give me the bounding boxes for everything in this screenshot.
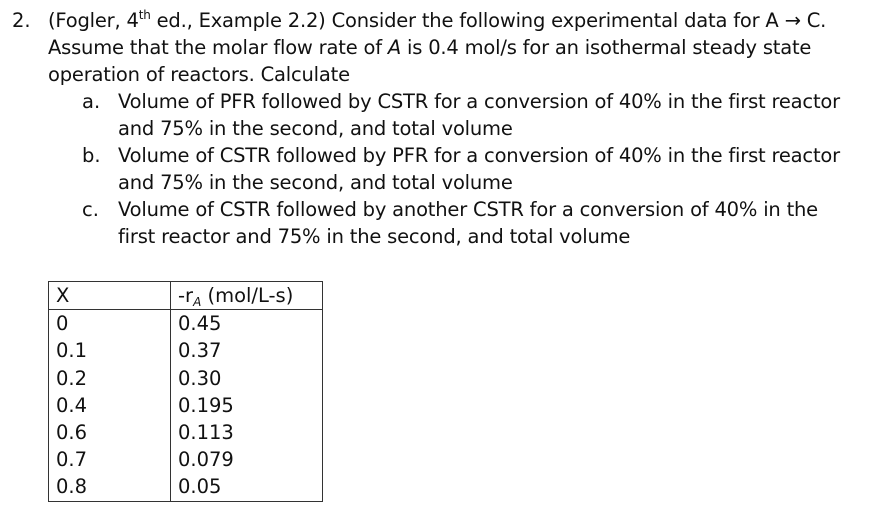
table-row <box>49 337 323 364</box>
cell-conversion: 0 <box>49 310 171 338</box>
problem-line3-text: operation of reactors. Calculate <box>48 63 350 86</box>
cell-rate: 0.195 <box>171 392 323 419</box>
cell-rate: 0.30 <box>171 365 323 392</box>
sub-question-line: first reactor and 75% in the second, and total volume <box>118 225 631 248</box>
sub-question-list <box>82 88 872 250</box>
cell-conversion: 0.1 <box>49 337 171 364</box>
table-row <box>49 310 323 338</box>
problem-intro <box>48 7 872 34</box>
table-row <box>49 446 323 473</box>
sub-question-line: and 75% in the second, and total volume <box>118 171 513 194</box>
rate-data-table <box>48 281 323 502</box>
sub-question-a <box>82 88 872 142</box>
problem-line-3 <box>12 61 872 88</box>
table-row <box>49 473 323 501</box>
header-conversion: X <box>49 282 171 310</box>
species-variable: A <box>387 36 402 59</box>
cell-rate: 0.37 <box>171 337 323 364</box>
cell-conversion: 0.7 <box>49 446 171 473</box>
header-rate: $-r_A$ (mol/L-s) <box>171 282 323 310</box>
intro-suffix: ed., Example 2.2) Consider the following experimental data for A → C. <box>150 9 827 32</box>
cell-conversion: 0.8 <box>49 473 171 501</box>
cell-conversion: 0.6 <box>49 419 171 446</box>
problem-line-1 <box>12 7 872 34</box>
line2-suffix: is 0.4 mol/s for an isothermal steady state <box>401 36 812 59</box>
problem-number: 2. <box>12 9 31 32</box>
sub-question-letter: b. <box>82 144 101 167</box>
problem-statement <box>12 7 872 250</box>
intro-superscript: th <box>138 7 151 22</box>
sub-question-line: Volume of PFR followed by CSTR for a conversion of 40% in the first reactor <box>118 90 840 113</box>
sub-question-line: Volume of CSTR followed by another CSTR for a conversion of 40% in the <box>118 198 818 221</box>
sub-question-line: Volume of CSTR followed by PFR for a conversion of 40% in the first reactor <box>118 144 840 167</box>
cell-rate: 0.05 <box>171 473 323 501</box>
line2-prefix: Assume that the molar flow rate of <box>48 36 388 59</box>
cell-conversion: 0.2 <box>49 365 171 392</box>
problem-line-2 <box>12 34 872 61</box>
cell-conversion: 0.4 <box>49 392 171 419</box>
sub-question-c <box>82 196 872 250</box>
cell-rate: 0.45 <box>171 310 323 338</box>
table-row <box>49 419 323 446</box>
rate-subscript: A <box>193 295 202 310</box>
cell-rate: 0.113 <box>171 419 323 446</box>
table-row <box>49 392 323 419</box>
sub-question-line: and 75% in the second, and total volume <box>118 117 513 140</box>
sub-question-letter: a. <box>82 90 101 113</box>
sub-question-letter: c. <box>82 198 99 221</box>
table-row <box>49 365 323 392</box>
cell-rate: 0.079 <box>171 446 323 473</box>
intro-prefix: (Fogler, 4 <box>48 9 139 32</box>
table-header-row <box>49 282 323 310</box>
sub-question-b <box>82 142 872 196</box>
